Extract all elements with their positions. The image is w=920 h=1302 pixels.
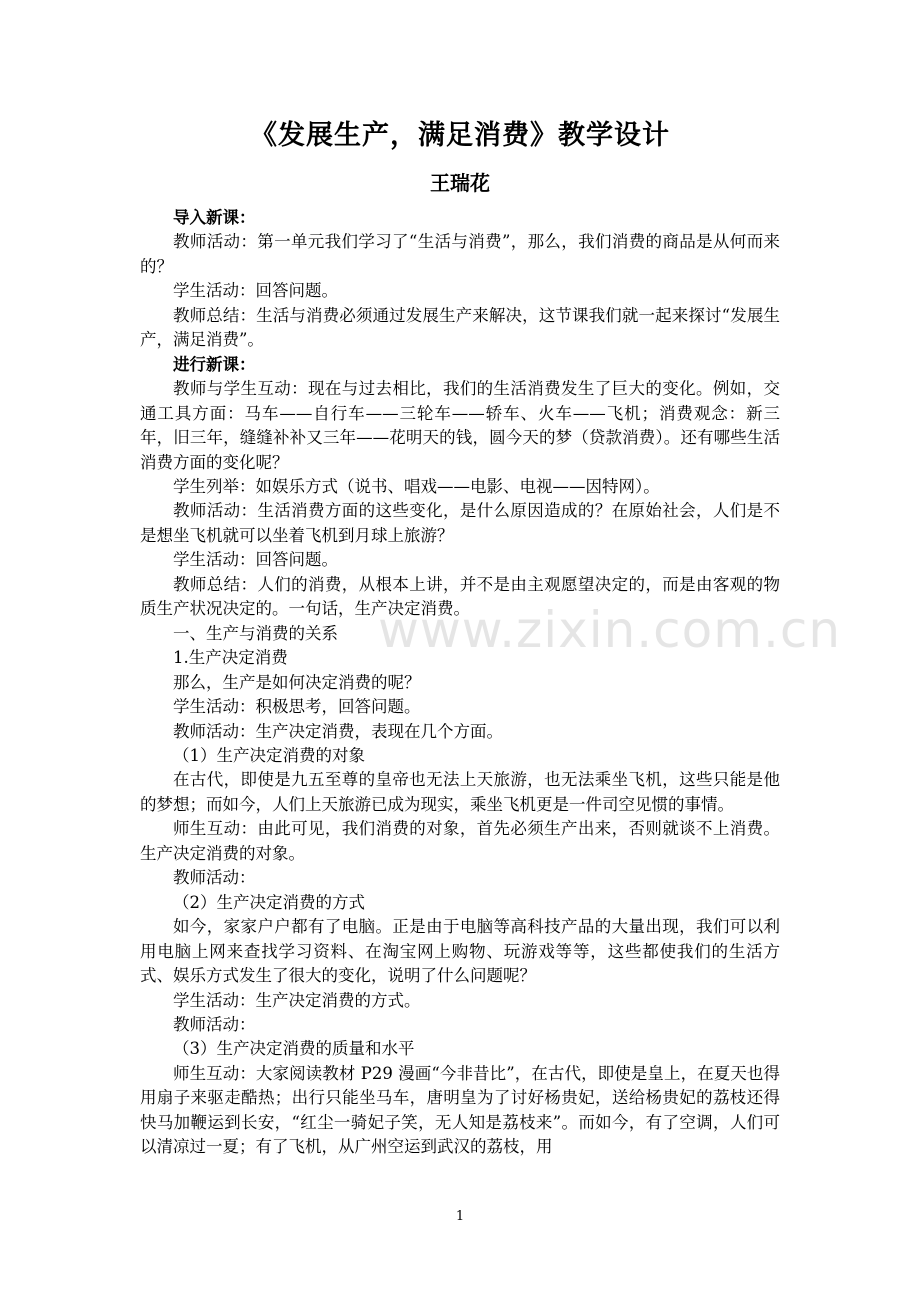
body-paragraph: 那么，生产是如何决定消费的呢？ [173,672,421,692]
document-body [140,206,780,1160]
body-paragraph: 在古代，即使是九五至尊的皇帝也无法上天旅游，也无法乘坐飞机，这些只能是他的梦想；而如今，人们上天旅游已成为现实，乘坐飞机更是一件司空见惯的事情。 [140,770,780,814]
document-author: 王瑞花 [430,171,490,195]
body-paragraph: 学生活动：生产决定消费的方式。 [173,990,421,1010]
body-paragraph: 教师活动：生活消费方面的这些变化，是什么原因造成的？在原始社会，人们是不是想坐飞机就可以坐着飞机到月球上旅游？ [140,501,780,545]
body-paragraph: （1）生产决定消费的对象 [173,745,365,765]
body-paragraph: （3）生产决定消费的质量和水平 [173,1039,415,1059]
body-paragraph: 教师活动：生产决定消费，表现在几个方面。 [173,721,503,741]
body-paragraph: 学生列举：如娱乐方式（说书、唱戏——电影、电视——因特网）。 [173,476,660,496]
body-paragraph: 学生活动：回答问题。 [173,550,338,570]
document-title: 《发展生产，满足消费》教学设计 [250,120,670,151]
body-paragraph: 如今，家家户户都有了电脑。正是由于电脑等高科技产品的大量出现，我们可以利用电脑上网来查找学习资料、在淘宝网上购物、玩游戏等等，这些都使我们的生活方式、娱乐方式发生了很大的变化，说明了什么问题呢？ [140,917,780,986]
body-paragraph: 教师总结：生活与消费必须通过发展生产来解决，这节课我们就一起来探讨“发展生产，满足消费”。 [140,305,780,350]
body-paragraph: 师生互动：由此可见，我们消费的对象，首先必须生产出来，否则就谈不上消费。生产决定消费的对象。 [140,819,780,863]
body-paragraph: 教师总结：人们的消费，从根本上讲，并不是由主观愿望决定的，而是由客观的物质生产状况决定的。一句话，生产决定消费。 [140,574,780,619]
body-paragraph: 师生互动：大家阅读教材 P29 漫画“今非昔比”，在古代，即使是皇上，在夏天也得用扇子来驱走酷热；出行只能坐马车，唐明皇为了讨好杨贵妃，送给杨贵妃的荔枝还得快马加鞭运到长安，“红尘一骑妃子笑，无人知是荔枝来”。而如今，有了空调，人们可以清凉过一夏；有了飞机，从广州空运到武汉的荔枝，用 [140,1063,780,1157]
section-heading: 导入新课： [173,208,256,227]
body-paragraph: 教师活动：第一单元我们学习了“生活与消费”，那么，我们消费的商品是从何而来的？ [140,232,780,276]
body-paragraph: 教师活动： [173,1014,256,1034]
body-paragraph: 一、生产与消费的关系 [173,623,338,643]
section-heading: 进行新课： [173,354,256,374]
body-paragraph: 学生活动：回答问题。 [173,281,338,301]
body-paragraph: 教师与学生互动：现在与过去相比，我们的生活消费发生了巨大的变化。例如，交通工具方面：马车——自行车——三轮车——轿车、火车——飞机；消费观念：新三年，旧三年，缝缝补补又三年——花明天的钱，圆今天的梦（贷款消费）。还有哪些生活消费方面的变化呢？ [140,379,780,472]
body-paragraph: 学生活动：积极思考，回答问题。 [173,697,421,717]
body-paragraph: 教师活动： [173,868,256,888]
watermark-text: www.zixin.com.cn [378,601,842,659]
body-paragraph: （2）生产决定消费的方式 [173,892,365,912]
body-paragraph: 1.生产决定消费 [173,648,288,668]
page-number: 1 [455,1209,465,1224]
